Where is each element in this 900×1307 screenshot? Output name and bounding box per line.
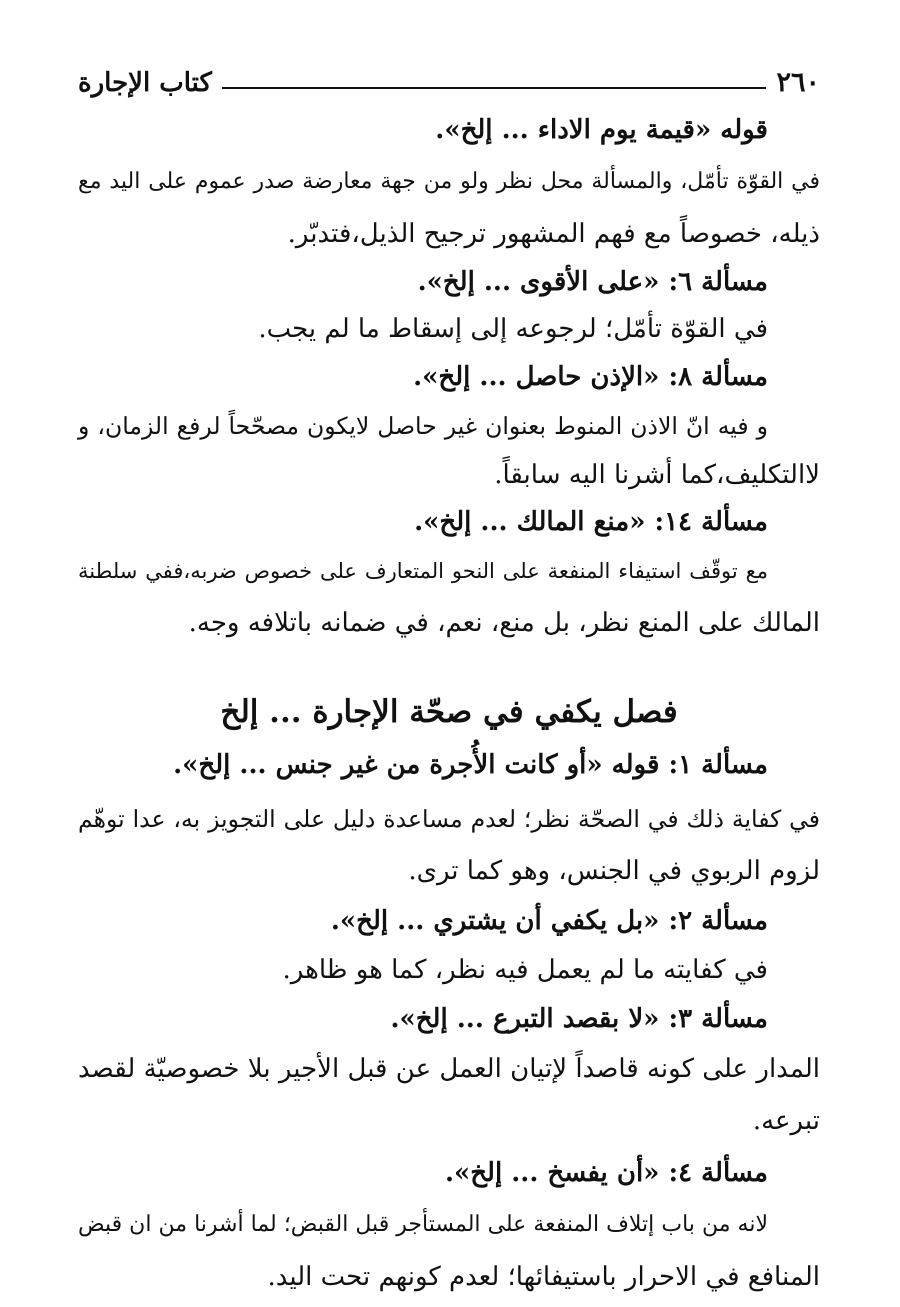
paragraph-line: في كفاية ذلك في الصحّة نظر؛ لعدم مساعدة دليل على التجويز به، عدا توهّم — [78, 805, 820, 833]
paragraph-line: المالك على المنع نظر، بل منع، نعم، في ضمانه باتلافه وجه. — [188, 608, 820, 638]
paragraph-line: في القوّة تأمّل، والمسألة محل نظر ولو من جهة معارضة صدر عموم على اليد مع — [78, 169, 820, 194]
paragraph-line: مع توقّف استيفاء المنفعة على النحو المتعارف على خصوص ضربه،ففي سلطنة — [78, 559, 768, 583]
book-title: كتاب الإجارة — [78, 68, 212, 98]
issue-heading: مسألة ٦: «على الأقوى ... إلخ». — [417, 267, 768, 297]
header-rule — [222, 87, 767, 89]
issue-heading: مسألة ١٤: «منع المالك ... إلخ». — [414, 507, 768, 537]
paragraph-line: المدار على كونه قاصداً لإتيان العمل عن قبل الأجير بلا خصوصيّة لقصد — [78, 1054, 820, 1084]
section-heading: فصل يكفي في صحّة الإجارة ... إلخ — [220, 694, 678, 730]
paragraph-line: في القوّة تأمّل؛ لرجوعه إلى إسقاط ما لم يجب. — [258, 314, 768, 344]
page-number: ٢٦٠ — [776, 67, 820, 98]
paragraph-line: ذيله، خصوصاً مع فهم المشهور ترجيح الذيل،فتدبّر. — [287, 219, 820, 249]
issue-heading: مسألة ٣: «لا بقصد التبرع ... إلخ». — [390, 1004, 768, 1034]
paragraph-line: المنافع في الاحرار باستيفائها؛ لعدم كونهم تحت اليد. — [267, 1262, 820, 1292]
paragraph-line: في كفايته ما لم يعمل فيه نظر، كما هو ظاهر. — [282, 955, 768, 985]
page-header — [78, 46, 820, 96]
paragraph-line: لزوم الربوي في الجنس، وهو كما ترى. — [408, 856, 820, 886]
page-body — [78, 104, 820, 1303]
issue-heading: مسألة ٨: «الإذن حاصل ... إلخ». — [413, 362, 768, 392]
issue-heading: مسألة ١: قوله «أو كانت الأُجرة من غير جنس ... إلخ». — [173, 750, 768, 780]
paragraph-line: لاالتكليف،كما أشرنا اليه سابقاً. — [494, 460, 820, 490]
paragraph-line: لانه من باب إتلاف المنفعة على المستأجر قبل القبض؛ لما أشرنا من ان قبض — [78, 1212, 768, 1237]
issue-heading: مسألة ٤: «أن يفسخ ... إلخ». — [444, 1158, 768, 1188]
statement-heading: قوله «قيمة يوم الاداء ... إلخ». — [435, 115, 768, 145]
paragraph-line: تبرعه. — [752, 1106, 820, 1136]
paragraph-line: و فيه انّ الاذن المنوط بعنوان غير حاصل لايكون مصحّحاً لرفع الزمان، و — [78, 412, 768, 440]
issue-heading: مسألة ٢: «بل يكفي أن يشتري ... إلخ». — [330, 906, 768, 936]
